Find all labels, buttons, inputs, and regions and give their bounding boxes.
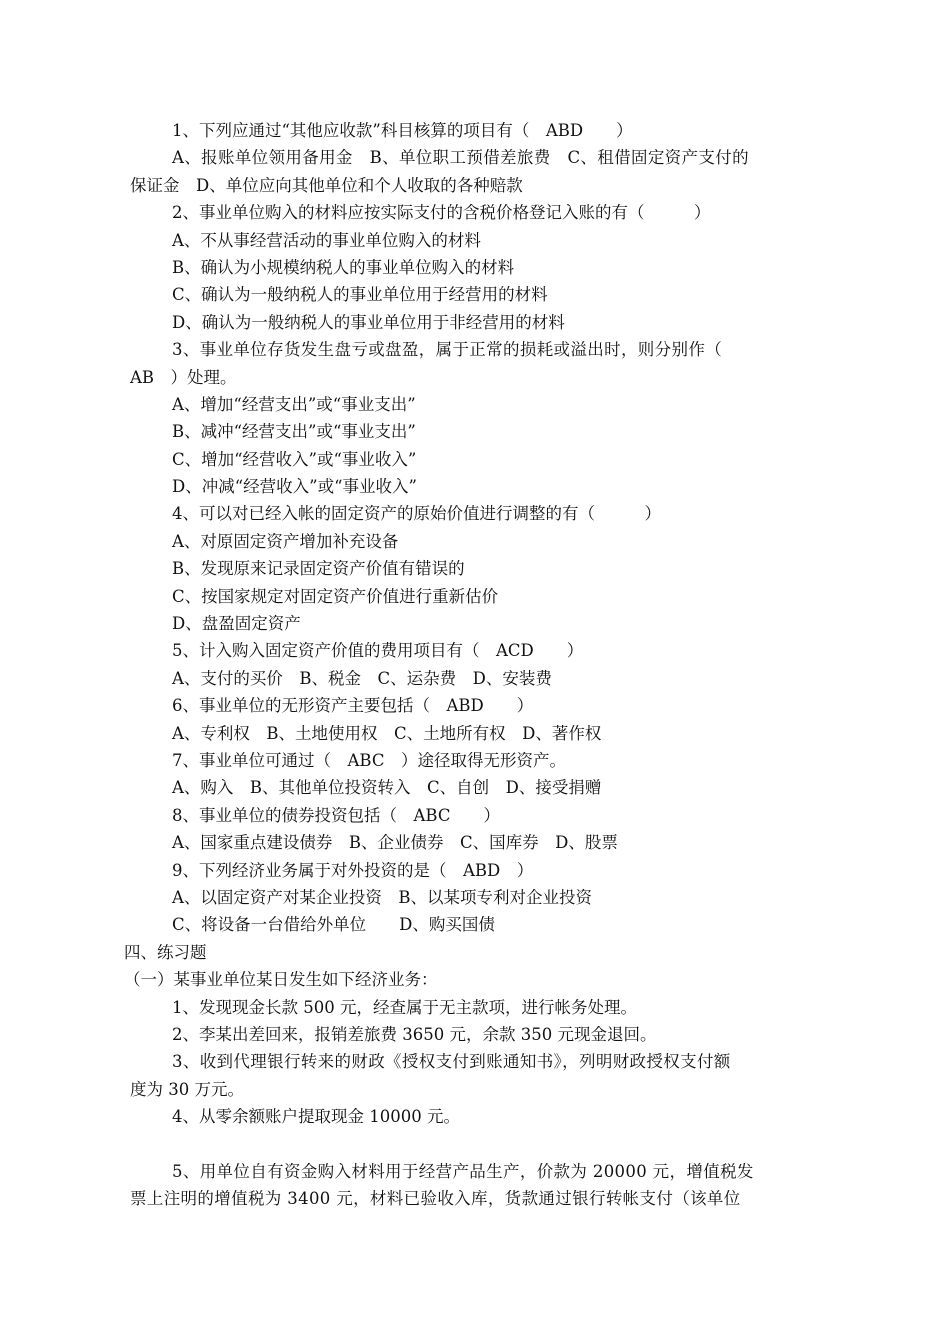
question-6: 6、事业单位的无形资产主要包括（ ABD ） (172, 696, 534, 716)
question-3-option-d: D、冲减“经营收入”或“事业收入” (172, 477, 417, 497)
question-5-options: A、支付的买价 B、税金 C、运杂费 D、安装费 (172, 668, 552, 688)
question-5: 5、计入购入固定资产价值的费用项目有（ ACD ） (172, 641, 584, 661)
question-1-options-line-1: A、报账单位领用备用金 B、单位职工预借差旅费 C、租借固定资产支付的 (172, 148, 749, 168)
question-7: 7、事业单位可通过（ ABC ）途径取得无形资产。 (172, 750, 566, 770)
question-9-options-line-2: C、将设备一台借给外单位 D、购买国债 (172, 915, 495, 935)
subsection-heading: （一）某事业单位某日发生如下经济业务： (124, 970, 438, 990)
document-body (124, 117, 825, 1213)
question-3-option-a: A、增加“经营支出”或“事业支出” (172, 394, 416, 414)
exercise-2: 2、李某出差回来，报销差旅费 3650 元，余款 350 元现金退回。 (172, 1024, 657, 1044)
question-3-option-b: B、减冲“经营支出”或“事业支出” (172, 422, 416, 442)
question-9: 9、下列经济业务属于对外投资的是（ ABD ） (172, 860, 534, 880)
question-4-option-c: C、按国家规定对固定资产价值进行重新估价 (172, 586, 499, 606)
question-2-option-a: A、不从事经营活动的事业单位购入的材料 (172, 230, 481, 250)
question-8: 8、事业单位的债券投资包括（ ABC ） (172, 805, 500, 825)
question-1: 1、下列应通过“其他应收款”科目核算的项目有（ ABD ） (172, 121, 633, 140)
question-2-option-d: D、确认为一般纳税人的事业单位用于非经营用的材料 (172, 312, 565, 332)
question-4-option-a: A、对原固定资产增加补充设备 (172, 531, 399, 551)
question-1-options-line-2: 保证金 D、单位应向其他单位和个人收取的各种赔款 (130, 175, 523, 195)
question-6-options: A、专利权 B、土地使用权 C、土地所有权 D、著作权 (172, 723, 602, 743)
question-7-options: A、购入 B、其他单位投资转入 C、自创 D、接受捐赠 (172, 778, 602, 798)
exercise-5-line-1: 5、用单位自有资金购入材料用于经营产品生产，价款为 20000 元，增值税发 (172, 1161, 754, 1181)
exercise-1: 1、发现现金长款 500 元，经查属于无主款项，进行帐务处理。 (172, 997, 637, 1017)
question-2: 2、事业单位购入的材料应按实际支付的含税价格登记入账的有（ ） (172, 203, 711, 223)
question-3-line-1: 3、事业单位存货发生盘亏或盘盈，属于正常的损耗或溢出时，则分别作（ (172, 340, 723, 360)
question-9-options-line-1: A、以固定资产对某企业投资 B、以某项专利对企业投资 (172, 887, 593, 907)
question-3-line-2: AB ）处理。 (130, 367, 237, 387)
exercise-3-line-2: 度为 30 万元。 (130, 1079, 244, 1099)
section-heading: 四、练习题 (124, 942, 207, 962)
question-4-option-b: B、发现原来记录固定资产价值有错误的 (172, 559, 465, 579)
exercise-3-line-1: 3、收到代理银行转来的财政《授权支付到账通知书》，列明财政授权支付额 (172, 1052, 731, 1072)
question-4: 4、可以对已经入帐的固定资产的原始价值进行调整的有（ ） (172, 504, 661, 524)
question-2-option-c: C、确认为一般纳税人的事业单位用于经营用的材料 (172, 285, 548, 305)
question-2-option-b: B、确认为小规模纳税人的事业单位购入的材料 (172, 257, 515, 277)
question-8-options: A、国家重点建设债券 B、企业债券 C、国库券 D、股票 (172, 833, 618, 853)
question-4-option-d: D、盘盈固定资产 (172, 614, 301, 634)
question-3-option-c: C、增加“经营收入”或“事业收入” (172, 449, 417, 469)
exercise-5-line-2: 票上注明的增值税为 3400 元，材料已验收入库，货款通过银行转帐支付（该单位 (130, 1189, 741, 1209)
blank-line (130, 1130, 825, 1157)
exercise-4: 4、从零余额账户提取现金 10000 元。 (172, 1107, 460, 1127)
